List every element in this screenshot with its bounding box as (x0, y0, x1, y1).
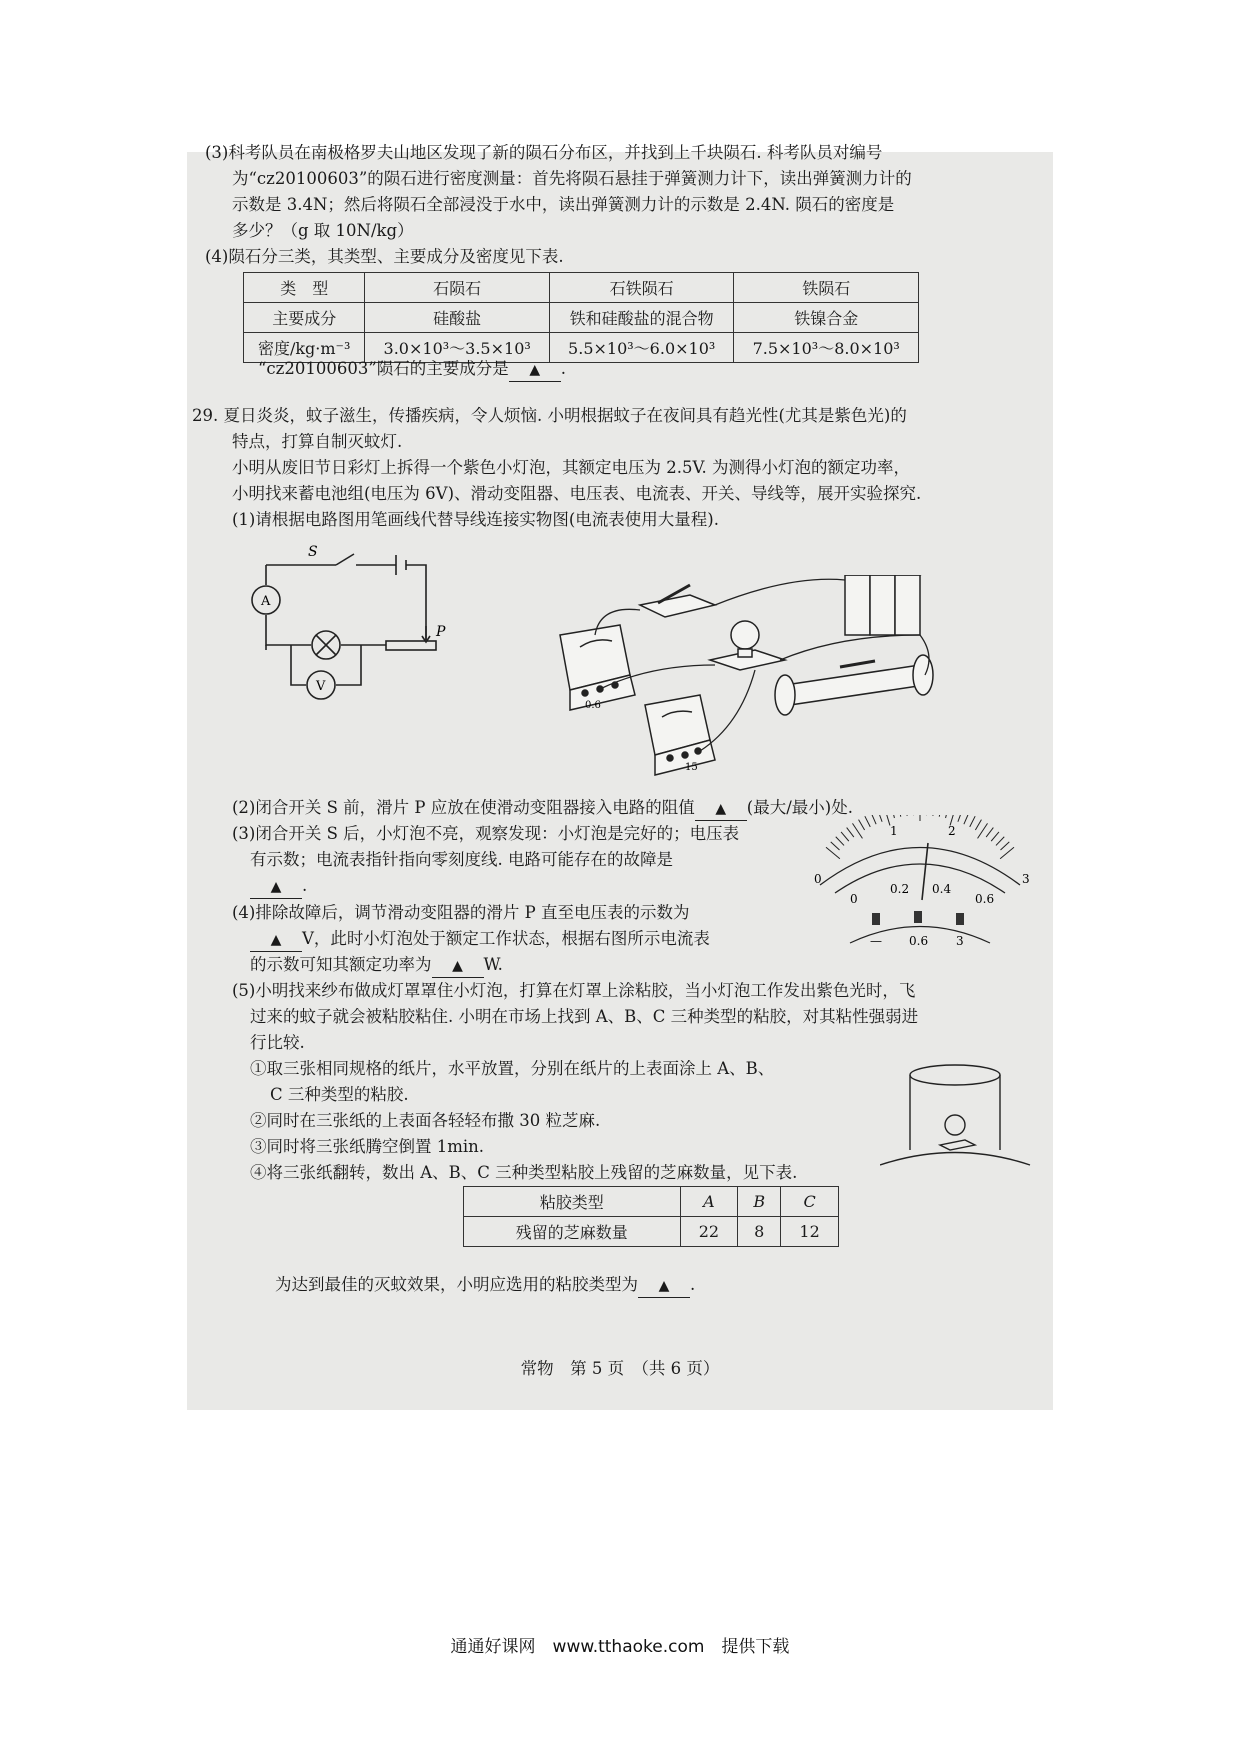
question-text: 的示数可知其额定功率为 (250, 955, 432, 974)
answer-blank (250, 875, 302, 899)
table-cell: 铁和硅酸盐的混合物 (549, 303, 734, 333)
circuit-diagram (236, 540, 476, 740)
dial-tick (859, 820, 865, 830)
q28-part3-line1: (3)科考队员在南极格罗夫山地区发现了新的陨石分布区，并找到上千块陨石. 科考队员对编号 (205, 143, 883, 162)
dial-tick (986, 828, 993, 838)
dial-tick (899, 815, 901, 817)
ammeter-dial (800, 815, 1040, 965)
punctuation: . (560, 359, 567, 378)
dial-tick (847, 828, 854, 838)
table-row (244, 303, 919, 333)
dial-tick (852, 823, 862, 838)
q28-part3-line3: 示数是 3.4N；然后将陨石全部浸没于水中，读出弹簧测力计的示数是 2.4N. 陨石的密度是 (232, 195, 895, 214)
table-cell: 12 (781, 1217, 839, 1247)
table-cell: 7.5×10³～8.0×10³ (734, 333, 919, 363)
table-cell: 铁陨石 (734, 273, 919, 303)
q29-part4-line3 (250, 954, 503, 978)
terminal-label: 3 (956, 934, 964, 948)
q29-part3-line3 (250, 875, 307, 899)
ammeter-device (560, 625, 635, 710)
switch-label: S (308, 544, 318, 560)
rheostat-symbol (386, 641, 436, 650)
dial-tick (836, 837, 844, 846)
rheostat-device (775, 655, 933, 715)
question-text: (2)闭合开关 S 前，滑片 P 应放在使滑动变阻器接入电路的阻值 (232, 798, 695, 817)
q29-part5-line2: 过来的蚊子就会被粘胶粘住. 小明在市场上找到 A、B、C 三种类型的粘胶，对其粘性强弱进 (250, 1007, 919, 1026)
dial-tick (996, 837, 1004, 846)
terminal-label: 0.6 (909, 934, 929, 948)
q29-part5-line3: 行比较. (250, 1033, 305, 1052)
table-cell: 5.5×10³～6.0×10³ (549, 333, 734, 363)
table-cell: 3.0×10³～3.5×10³ (365, 333, 550, 363)
q29-intro-line2: 特点，打算自制灭蚊灯. (232, 432, 403, 451)
q29-part1: (1)请根据电路图用笔画线代替导线连接实物图(电流表使用大量程). (232, 510, 719, 529)
dial-tick (970, 816, 975, 827)
table-row (244, 273, 919, 303)
dial-tick (975, 820, 981, 830)
q28-part4-line1: (4)陨石分三类，其类型、主要成分及密度见下表. (205, 247, 564, 266)
terminal (914, 911, 922, 923)
answer-blank (695, 797, 747, 821)
q28-part3-line2: 为“cz20100603”的陨石进行密度测量：首先将陨石悬挂于弹簧测力计下，读出弹簧测力计的 (232, 169, 912, 188)
table-cell: 22 (680, 1217, 738, 1247)
q29-part4-line1: (4)排除故障后，调节滑动变阻器的滑片 P 直至电压表的示数为 (232, 903, 690, 922)
q28-part4-answer (258, 358, 566, 382)
answer-prompt: “cz20100603”陨石的主要成分是 (258, 359, 509, 378)
answer-blank (638, 1274, 690, 1298)
voltmeter-terminal-label: 15 (685, 762, 698, 773)
outer-tick-label: 3 (1022, 872, 1030, 886)
q28-part3-line4: 多少？（g 取 10N/kg） (232, 221, 414, 240)
terminal (956, 913, 964, 925)
dial-tick (958, 815, 962, 822)
dial-tick (946, 815, 949, 818)
q29-step1-line1: ①取三张相同规格的纸片，水平放置，分别在纸片的上表面涂上 A、B、 (250, 1059, 775, 1078)
page-number-footer: 常物 第 5 页 （共 6 页） (520, 1359, 720, 1378)
table-cell: 类 型 (244, 273, 365, 303)
table-cell: 主要成分 (244, 303, 365, 333)
needle (922, 843, 928, 900)
ammeter-label: A (261, 594, 271, 609)
table-row (464, 1187, 839, 1217)
punctuation: . (302, 876, 308, 895)
dial-tick (964, 815, 969, 824)
answer-blank (250, 928, 302, 952)
dial-tick (878, 815, 882, 822)
lamp-holder (710, 621, 785, 670)
inner-tick-label: 0.2 (890, 882, 910, 896)
table-cell: 8 (738, 1217, 781, 1247)
lamp-cover-illustration (880, 1060, 1040, 1180)
terminal-label: — (870, 934, 882, 948)
glue-table (463, 1186, 839, 1247)
question-text: W. (483, 955, 503, 974)
outer-tick-label: 1 (890, 824, 898, 838)
meteorite-table (243, 272, 919, 363)
table-cell: C (781, 1187, 839, 1217)
table-cell: A (680, 1187, 738, 1217)
table-cell: 残留的芝麻数量 (464, 1217, 681, 1247)
dial-tick (865, 816, 870, 827)
q29-part4-line2 (250, 928, 710, 952)
dial-tick (991, 832, 999, 841)
voltmeter-label: V (316, 679, 326, 694)
q29-step1-line2: C 三种类型的粘胶. (270, 1085, 409, 1104)
q29-step2: ②同时在三张纸的上表面各轻轻布撒 30 粒芝麻. (250, 1111, 601, 1130)
table-cell: 硅酸盐 (365, 303, 550, 333)
dial-tick (841, 832, 849, 841)
dial-tick (831, 842, 840, 850)
table-row (464, 1217, 839, 1247)
inner-tick-label: 0.6 (975, 892, 995, 906)
q29-part5-line1: (5)小明找来纱布做成灯罩罩住小灯泡，打算在灯罩上涂粘胶，当小灯泡工作发出紫色光时，飞 (232, 981, 916, 1000)
table-cell: 石陨石 (365, 273, 550, 303)
table-cell: 粘胶类型 (464, 1187, 681, 1217)
dial-tick (933, 815, 934, 816)
battery-pack (845, 575, 930, 635)
q29-step3: ③同时将三张纸腾空倒置 1min. (250, 1137, 485, 1156)
punctuation: . (690, 1275, 696, 1294)
table-cell: B (738, 1187, 781, 1217)
q29-step4: ④将三张纸翻转，数出 A、B、C 三种类型粘胶上残留的芝麻数量，见下表. (250, 1163, 798, 1182)
q29-part3-line1: (3)闭合开关 S 后，小灯泡不亮，观察发现：小灯泡是完好的；电压表 (232, 824, 740, 843)
outer-tick-label: 2 (948, 824, 956, 838)
q29-intro-line1: 29. 夏日炎炎，蚊子滋生，传播疾病，令人烦恼. 小明根据蚊子在夜间具有趋光性(尤其是紫色光)的 (192, 406, 907, 425)
q29-part3-line2: 有示数；电流表指针指向零刻度线. 电路可能存在的故障是 (250, 850, 673, 869)
inner-tick-label: 0 (850, 892, 858, 906)
answer-blank (432, 954, 484, 978)
terminal (872, 913, 880, 925)
q29-intro-line4: 小明找来蓄电池组(电压为 6V)、滑动变阻器、电压表、电流表、开关、导线等，展开实验探究. (232, 484, 922, 503)
q29-part2 (232, 797, 853, 821)
question-text: V，此时小灯泡处于额定工作状态，根据右图所示电流表 (302, 929, 710, 948)
slider-label: P (436, 624, 446, 640)
q29-intro-line3: 小明从废旧节日彩灯上拆得一个紫色小灯泡，其额定电压为 2.5V. 为测得小灯泡的额定功率， (232, 458, 911, 477)
voltmeter-device (645, 695, 715, 775)
ammeter-terminal-label: 0.6 (585, 700, 601, 711)
apparatus-illustration (540, 575, 960, 795)
table-cell: 石铁陨石 (549, 273, 734, 303)
q29-final-question (275, 1274, 695, 1298)
dial-tick (871, 815, 876, 824)
table-cell: 铁镍合金 (734, 303, 919, 333)
table-cell: 密度/kg·m⁻³ (244, 333, 365, 363)
inner-tick-label: 0.4 (932, 882, 952, 896)
dial-tick (892, 815, 895, 818)
question-text: 为达到最佳的灭蚊效果，小明应选用的粘胶类型为 (275, 1275, 638, 1294)
dial-tick (978, 823, 988, 838)
site-footer: 通通好课网 www.tthaoke.com 提供下载 (450, 1637, 790, 1657)
dial-tick (906, 815, 907, 816)
dial-tick (1001, 842, 1010, 850)
knife-switch (640, 585, 715, 617)
answer-blank (509, 358, 561, 382)
question-text: (最大/最小)处. (746, 798, 853, 817)
dial-tick (939, 815, 941, 817)
outer-tick-label: 0 (814, 872, 822, 886)
